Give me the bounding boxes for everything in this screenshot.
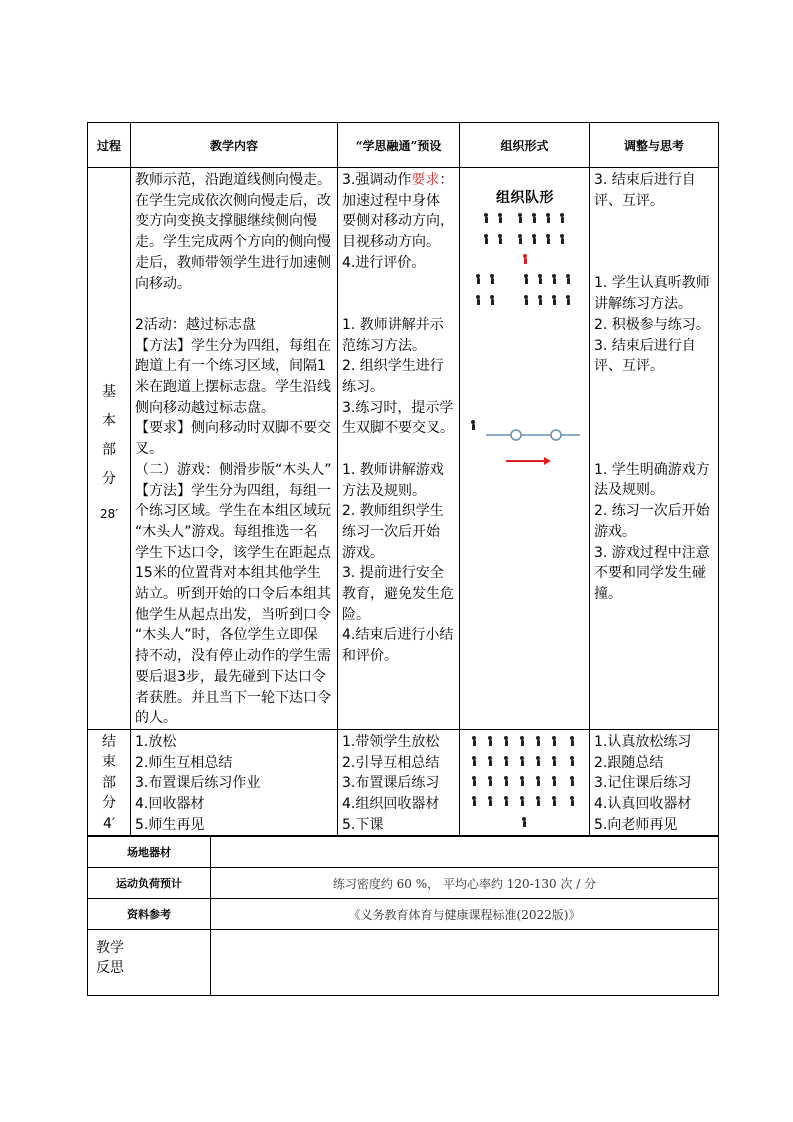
adjust-line: 讲解练习方法。 (594, 296, 692, 313)
end-content-line: 5.师生再见 (135, 816, 205, 833)
preset-line: 4.进行评价。 (342, 254, 426, 271)
end-content-line: 4.回收器材 (135, 796, 205, 813)
load-value: 练习密度约 60 %， 平均心率约 120-130 次 / 分 (211, 868, 719, 899)
content-line: 教师示范，沿跑道线侧向慢走。 (135, 172, 331, 188)
adjust-line: 3. 游戏过程中注意 (594, 544, 710, 561)
end-preset-lines (342, 732, 457, 836)
student-figure-icon (472, 756, 476, 766)
end-content-lines (135, 732, 335, 836)
preset-line: 3.练习时，提示学 (342, 399, 454, 416)
student-figure-icon (536, 776, 540, 786)
basic-preset (338, 168, 460, 730)
content-line: 【要求】侧向移动时双脚不要交 (135, 420, 331, 437)
content-line: 侧向移动越过标志盘。 (135, 399, 275, 416)
student-figure-icon (488, 736, 492, 746)
student-figure-icon (570, 756, 574, 766)
content-line (135, 294, 335, 315)
content-line: 【方法】学生分为四组，每组在 (135, 337, 331, 354)
preset-line: 生双脚不要交叉。 (342, 420, 454, 437)
preset-line (342, 294, 457, 315)
end-content-line: 3.布置课后练习作业 (135, 775, 261, 792)
adjust-line: 撞。 (594, 585, 622, 602)
end-formation-cell (460, 729, 590, 836)
adjust-line (594, 232, 716, 253)
student-figure-icon (570, 776, 574, 786)
end-label-char: 分 (102, 795, 116, 812)
end-adjust-line: 1.认真放松练习 (594, 733, 692, 750)
content-line: 者获胜。并且当下一轮下达口令 (135, 689, 331, 706)
preset-line: 目视移动方向。 (342, 234, 440, 251)
student-figure-icon (472, 776, 476, 786)
basic-label-char: 分 (102, 471, 116, 487)
adjust-line (594, 398, 716, 419)
content-line: 走。学生完成两个方向的侧向慢 (135, 234, 331, 251)
preset-line: 方法及规则。 (342, 482, 426, 499)
adjust-line: 1. 学生明确游戏方 (594, 461, 710, 478)
reference-row (88, 899, 719, 930)
header-adjust: 调整与思考 (590, 123, 719, 168)
preset-line: 教育，避免发生危 (342, 586, 454, 603)
reflection-label (88, 930, 211, 996)
preset-first-line (342, 170, 457, 191)
adjust-line: 1. 学生认真听教师 (594, 275, 710, 292)
venue-label: 场地器材 (88, 837, 211, 868)
marker-disc (511, 430, 521, 440)
header-content: 教学内容 (131, 123, 338, 168)
preset-line: 练习一次后开始 (342, 523, 440, 540)
content-line: 个练习区域。学生在本组区域玩 (135, 503, 331, 520)
content-line: 要后退3步，最先碰到下达口令 (135, 668, 326, 685)
direction-arrow-head (544, 457, 551, 465)
student-figure-icon (488, 796, 492, 806)
student-figure-icon (552, 776, 556, 786)
student-figure-icon (520, 796, 524, 806)
practice-diagram (460, 168, 590, 729)
header-row (88, 123, 719, 168)
adjust-line: 游戏。 (594, 523, 636, 540)
preset-line (342, 439, 457, 460)
preset-line: 4.结束后进行小结 (342, 627, 454, 644)
end-label-char: 束 (102, 754, 116, 771)
basic-section-label (88, 168, 131, 730)
student-figure-icon (536, 736, 540, 746)
preset-requirement-highlight: 要求 (411, 172, 440, 188)
basic-content (131, 168, 338, 730)
end-adjust-line: 5.向老师再见 (594, 816, 678, 833)
student-figure-icon (488, 756, 492, 766)
student-figure-icon (520, 776, 524, 786)
preset-line: 1. 教师讲解游戏 (342, 461, 444, 478)
student-figure-icon (552, 796, 556, 806)
lesson-plan-table (87, 122, 719, 836)
reflection-row (88, 930, 719, 996)
student-figure-icon (472, 796, 476, 806)
marker-disc (551, 430, 561, 440)
end-adjust-line: 4.认真回收器材 (594, 796, 692, 813)
adjust-line (594, 418, 716, 439)
basic-label-char: 基 (102, 384, 116, 400)
student-figure-icon (552, 756, 556, 766)
student-figure-icon (536, 756, 540, 766)
adjust-line (594, 211, 716, 232)
student-figure-icon (504, 796, 508, 806)
preset-line: 加速过程中身体 (342, 192, 440, 209)
adjust-line: 3. 结束后进行自 (594, 337, 696, 354)
basic-label-char: 本 (102, 413, 116, 429)
adjust-line (594, 439, 716, 460)
formation-cell (460, 168, 590, 730)
header-preset: “学思融通”预设 (338, 123, 460, 168)
end-content-line: 2.师生互相总结 (135, 754, 233, 771)
student-figure-icon (504, 776, 508, 786)
adjust-line: 评、互评。 (594, 192, 664, 209)
end-content-line: 1.放松 (135, 733, 177, 750)
preset-first-suffix: ： (439, 172, 454, 188)
content-line: 15米的位置背对本组其他学生 (135, 565, 321, 582)
basic-preset-lines (342, 191, 457, 667)
content-line: 叉。 (135, 441, 163, 458)
student-figure-icon (504, 736, 508, 746)
end-preset (338, 729, 460, 836)
adjust-line: 3. 结束后进行自 (594, 172, 696, 188)
end-preset-line: 2.引导互相总结 (342, 754, 440, 771)
content-line: 持不动，没有停止动作的学生需 (135, 648, 331, 665)
end-preset-line: 4.组织回收器材 (342, 796, 440, 813)
content-line: 学生下达口令，该学生在距起点 (135, 544, 331, 561)
student-figure-icon (520, 736, 524, 746)
student-figure-icon (570, 796, 574, 806)
content-line: 2活动：越过标志盘 (135, 316, 256, 333)
content-line: 走后，教师带领学生进行加速侧 (135, 254, 331, 271)
student-figure-icon (536, 796, 540, 806)
preset-line (342, 274, 457, 295)
student-figure-icon (488, 776, 492, 786)
student-figure-icon (522, 817, 526, 827)
formation-title: 组织队形 (496, 190, 554, 206)
content-line: 他学生从起点出发，当听到口令 (135, 606, 331, 623)
bottom-table (87, 836, 719, 996)
load-row (88, 868, 719, 899)
content-line: “木头人”游戏。每组推选一名 (135, 523, 318, 540)
end-adjust-line: 3.记住课后练习 (594, 775, 692, 792)
student-figure-icon (570, 736, 574, 746)
basic-duration: 28′ (100, 507, 118, 521)
reflection-label-line: 教学 (96, 940, 124, 956)
content-line: 米在跑道上摆标志盘。学生沿线 (135, 379, 331, 396)
end-section-row (88, 729, 719, 836)
preset-line: 范练习方法。 (342, 337, 426, 354)
end-duration: 4′ (102, 815, 116, 832)
adjust-line (594, 377, 716, 398)
reflection-label-line: 反思 (96, 960, 124, 976)
basic-adjust (590, 168, 719, 730)
content-line: 在学生完成依次侧向慢走后，改 (135, 192, 331, 209)
preset-line: 2. 教师组织学生 (342, 503, 444, 520)
end-adjust-lines (594, 732, 716, 836)
header-organization: 组织形式 (460, 123, 590, 168)
content-line: 【方法】学生分为四组，每组一 (135, 482, 331, 499)
content-line: 向移动。 (135, 275, 191, 292)
end-preset-line: 5.下课 (342, 816, 384, 833)
content-line: “木头人”时，各位学生立即保 (135, 627, 318, 644)
preset-first-prefix: 3.强调动作 (342, 172, 412, 188)
adjust-line (594, 253, 716, 274)
end-section-label (88, 729, 131, 836)
adjust-line: 评、互评。 (594, 358, 664, 375)
end-preset-line: 3.布置课后练习 (342, 775, 440, 792)
end-label-char: 部 (102, 774, 116, 791)
reference-value: 《义务教育体育与健康课程标准(2022版)》 (211, 899, 719, 930)
end-preset-line: 1.带领学生放松 (342, 733, 440, 750)
end-adjust-line: 2.跟随总结 (594, 754, 664, 771)
reference-label: 资料参考 (88, 899, 211, 930)
preset-line: 练习。 (342, 379, 384, 395)
student-figure-icon (520, 756, 524, 766)
content-line: （二）游戏：侧滑步版“木头人” (135, 461, 332, 478)
basic-content-lines (135, 170, 335, 729)
student-figure-icon (552, 736, 556, 746)
venue-row (88, 837, 719, 868)
end-adjust (590, 729, 719, 836)
end-content (131, 729, 338, 836)
preset-line: 2. 组织学生进行 (342, 358, 444, 375)
preset-line: 险。 (342, 606, 370, 623)
adjust-line: 不要和同学发生碰 (594, 565, 706, 582)
basic-adjust-lines (594, 170, 716, 605)
content-line: 变方向变换支撑腿继续侧向慢 (135, 213, 317, 230)
content-line: 的人。 (135, 710, 177, 727)
preset-line: 1. 教师讲解并示 (342, 316, 444, 333)
load-label: 运动负荷预计 (88, 868, 211, 899)
preset-line: 3. 提前进行安全 (342, 565, 444, 582)
preset-line: 游戏。 (342, 544, 384, 561)
content-line: 跑道上有一个练习区域，间隔1 (135, 358, 326, 375)
student-figure-icon (472, 736, 476, 746)
adjust-line: 2. 练习一次后开始 (594, 503, 710, 520)
adjust-line: 法及规则。 (594, 482, 664, 499)
header-process: 过程 (88, 123, 131, 168)
basic-section-row (88, 168, 719, 730)
venue-value (211, 837, 719, 868)
preset-line: 要侧对移动方向， (342, 213, 454, 230)
end-label-char: 结 (102, 733, 116, 750)
content-line: 站立。听到开始的口令后本组其 (135, 586, 331, 603)
basic-label-char: 部 (102, 442, 116, 458)
adjust-line: 2. 积极参与练习。 (594, 316, 710, 333)
reflection-value (211, 930, 719, 996)
student-figure-icon (504, 756, 508, 766)
preset-line: 和评价。 (342, 648, 398, 665)
